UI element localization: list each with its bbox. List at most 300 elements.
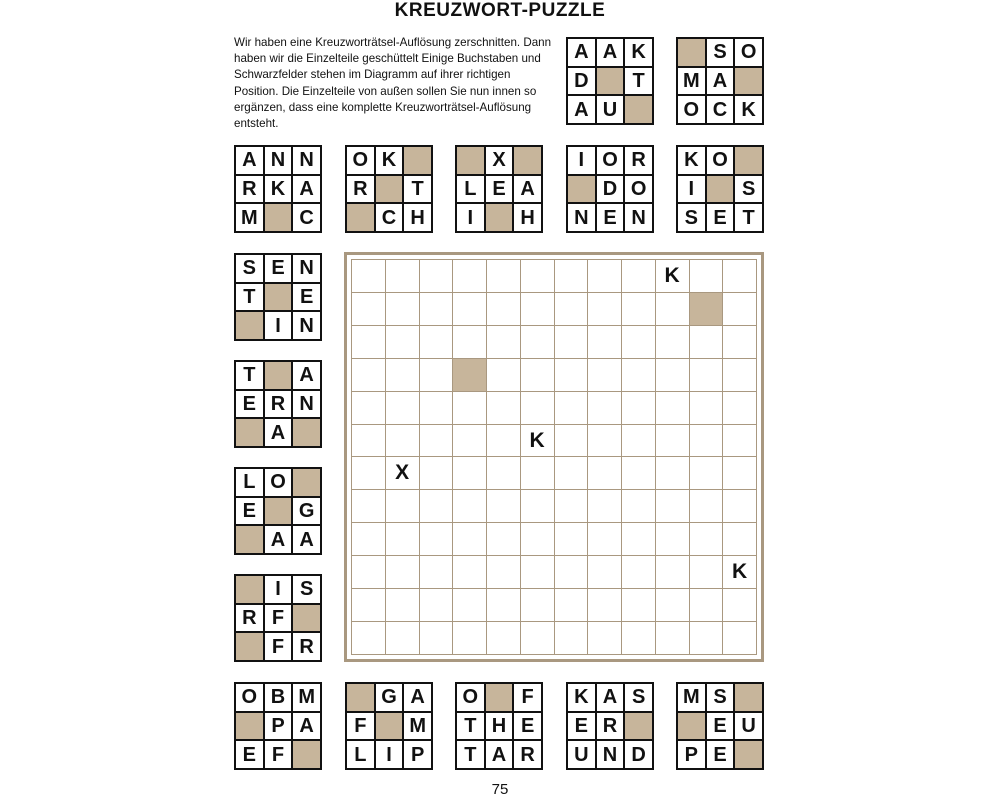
board-cell[interactable]	[420, 392, 453, 424]
board-cell[interactable]	[723, 589, 756, 621]
board-cell[interactable]	[453, 260, 486, 292]
board-cell[interactable]	[656, 523, 689, 555]
piece-letter: M	[236, 204, 263, 231]
piece-letter: G	[376, 684, 403, 711]
board-cell[interactable]	[690, 490, 723, 522]
piece-letter: D	[597, 176, 624, 203]
black-field	[236, 713, 263, 740]
piece-letter: P	[678, 741, 705, 768]
board-cell[interactable]	[588, 359, 621, 391]
piece-letter: N	[293, 391, 320, 418]
piece-letter: N	[293, 255, 320, 282]
board-cell[interactable]	[723, 490, 756, 522]
piece-letter: F	[347, 713, 374, 740]
piece-letter: O	[457, 684, 484, 711]
piece-letter: E	[514, 713, 541, 740]
board-cell[interactable]	[622, 326, 655, 358]
board-cell[interactable]	[487, 589, 520, 621]
board-cell[interactable]	[588, 589, 621, 621]
piece-letter: G	[293, 498, 320, 525]
piece-letter: A	[265, 419, 292, 446]
piece-letter: A	[597, 39, 624, 66]
board-cell[interactable]	[386, 622, 419, 654]
piece-letter: E	[707, 713, 734, 740]
board-cell[interactable]	[555, 392, 588, 424]
board-cell[interactable]	[588, 523, 621, 555]
piece-letter: L	[457, 176, 484, 203]
black-field	[678, 713, 705, 740]
board-cell[interactable]	[386, 392, 419, 424]
puzzle-piece-2[interactable]	[676, 37, 764, 125]
board-cell[interactable]	[723, 457, 756, 489]
board-cell[interactable]	[420, 589, 453, 621]
board-cell[interactable]	[352, 293, 385, 325]
board-cell[interactable]	[555, 556, 588, 588]
board-cell[interactable]: K	[656, 260, 689, 292]
board-cell[interactable]	[588, 556, 621, 588]
board-cell[interactable]	[352, 457, 385, 489]
board-cell[interactable]	[656, 457, 689, 489]
board-cell[interactable]	[453, 392, 486, 424]
board-cell[interactable]	[420, 622, 453, 654]
board-cell[interactable]	[690, 523, 723, 555]
board-cell[interactable]	[453, 425, 486, 457]
black-field	[236, 526, 263, 553]
board-cell[interactable]: X	[386, 457, 419, 489]
puzzle-piece-1[interactable]	[566, 37, 654, 125]
page-title: KREUZWORT-PUZZLE	[394, 0, 606, 21]
puzzle-piece-11[interactable]	[234, 574, 322, 662]
puzzle-piece-14[interactable]	[455, 682, 543, 770]
crossword-board	[351, 259, 757, 655]
board-cell[interactable]	[386, 589, 419, 621]
piece-letter: L	[347, 741, 374, 768]
board-cell[interactable]: K	[723, 556, 756, 588]
board-cell[interactable]	[588, 260, 621, 292]
board-cell[interactable]: K	[521, 425, 554, 457]
board-cell[interactable]	[588, 490, 621, 522]
piece-letter: I	[457, 204, 484, 231]
black-field	[265, 284, 292, 311]
piece-letter: R	[265, 391, 292, 418]
piece-letter: E	[236, 741, 263, 768]
puzzle-piece-15[interactable]	[566, 682, 654, 770]
piece-letter: F	[514, 684, 541, 711]
board-black-field[interactable]	[690, 293, 723, 325]
board-cell[interactable]	[622, 293, 655, 325]
piece-letter: A	[568, 39, 595, 66]
instructions-text: Wir haben eine Kreuzworträtsel-Auflösung zerschnitten. Dann haben wir die Einzelteile geschüttelt Einige Buchstaben und Schwarzfelder stehen im Diagramm auf ihrer richtigen Position. Die Einzelteile von außen sollen Sie nun innen so ergänzen, dass eine komplette Kreuzworträtsel-Auflösung entsteht.	[234, 36, 552, 131]
board-cell[interactable]	[453, 457, 486, 489]
board-cell[interactable]	[622, 425, 655, 457]
piece-letter: B	[265, 684, 292, 711]
piece-letter: T	[236, 362, 263, 389]
piece-letter: T	[625, 68, 652, 95]
board-cell[interactable]	[588, 326, 621, 358]
board-cell[interactable]	[555, 622, 588, 654]
board-cell[interactable]	[723, 293, 756, 325]
piece-letter: O	[707, 147, 734, 174]
piece-letter: X	[486, 147, 513, 174]
piece-letter: F	[265, 741, 292, 768]
board-cell[interactable]	[352, 622, 385, 654]
board-cell[interactable]	[690, 260, 723, 292]
piece-letter: F	[265, 605, 292, 632]
black-field	[293, 419, 320, 446]
piece-letter: A	[236, 147, 263, 174]
board-cell[interactable]	[487, 392, 520, 424]
puzzle-piece-7[interactable]	[676, 145, 764, 233]
board-cell[interactable]	[386, 490, 419, 522]
board-cell[interactable]	[453, 490, 486, 522]
piece-letter: U	[735, 713, 762, 740]
board-cell[interactable]	[588, 425, 621, 457]
piece-letter: O	[735, 39, 762, 66]
board-cell[interactable]	[453, 556, 486, 588]
piece-letter: T	[457, 713, 484, 740]
board-cell[interactable]	[690, 425, 723, 457]
piece-letter: M	[404, 713, 431, 740]
piece-letter: R	[236, 176, 263, 203]
board-cell[interactable]	[352, 326, 385, 358]
board-black-field[interactable]	[453, 359, 486, 391]
board-cell[interactable]	[656, 589, 689, 621]
black-field	[236, 312, 263, 339]
black-field	[597, 68, 624, 95]
piece-letter: E	[486, 176, 513, 203]
board-cell[interactable]	[622, 457, 655, 489]
piece-letter: M	[678, 684, 705, 711]
board-cell[interactable]	[487, 622, 520, 654]
board-cell[interactable]	[420, 457, 453, 489]
board-cell[interactable]	[690, 457, 723, 489]
board-cell[interactable]	[386, 523, 419, 555]
board-cell[interactable]	[420, 425, 453, 457]
black-field	[678, 39, 705, 66]
board-cell[interactable]	[420, 523, 453, 555]
piece-letter: H	[514, 204, 541, 231]
board-cell[interactable]	[588, 293, 621, 325]
piece-letter: S	[707, 39, 734, 66]
board-cell[interactable]	[453, 326, 486, 358]
black-field	[568, 176, 595, 203]
board-cell[interactable]	[487, 260, 520, 292]
black-field	[236, 419, 263, 446]
piece-letter: R	[236, 605, 263, 632]
piece-letter: N	[597, 741, 624, 768]
board-cell[interactable]	[555, 293, 588, 325]
board-cell[interactable]	[352, 589, 385, 621]
puzzle-piece-9[interactable]	[234, 360, 322, 448]
piece-letter: O	[625, 176, 652, 203]
black-field	[236, 576, 263, 603]
piece-letter: C	[707, 96, 734, 123]
piece-letter: T	[457, 741, 484, 768]
board-cell[interactable]	[690, 326, 723, 358]
board-cell[interactable]	[690, 556, 723, 588]
crossword-board-frame	[344, 252, 764, 662]
black-field	[735, 741, 762, 768]
black-field	[347, 204, 374, 231]
board-cell[interactable]	[386, 326, 419, 358]
board-cell[interactable]	[352, 359, 385, 391]
board-cell[interactable]	[521, 589, 554, 621]
puzzle-piece-8[interactable]	[234, 253, 322, 341]
board-cell[interactable]	[622, 622, 655, 654]
piece-letter: A	[514, 176, 541, 203]
board-cell[interactable]	[555, 523, 588, 555]
piece-letter: K	[265, 176, 292, 203]
black-field	[265, 498, 292, 525]
board-cell[interactable]	[420, 556, 453, 588]
board-cell[interactable]	[723, 392, 756, 424]
board-cell[interactable]	[487, 457, 520, 489]
board-cell[interactable]	[622, 260, 655, 292]
piece-letter: E	[707, 204, 734, 231]
board-cell[interactable]	[555, 490, 588, 522]
puzzle-piece-5[interactable]	[455, 145, 543, 233]
puzzle-piece-13[interactable]	[345, 682, 433, 770]
piece-letter: P	[404, 741, 431, 768]
piece-letter: N	[568, 204, 595, 231]
board-cell[interactable]	[521, 326, 554, 358]
board-cell[interactable]	[588, 392, 621, 424]
board-cell[interactable]	[487, 326, 520, 358]
piece-letter: H	[404, 204, 431, 231]
board-cell[interactable]	[622, 392, 655, 424]
board-cell[interactable]	[656, 392, 689, 424]
piece-letter: I	[376, 741, 403, 768]
piece-letter: S	[707, 684, 734, 711]
board-cell[interactable]	[555, 425, 588, 457]
piece-letter: P	[265, 713, 292, 740]
board-cell[interactable]	[555, 457, 588, 489]
board-cell[interactable]	[723, 425, 756, 457]
board-cell[interactable]	[521, 523, 554, 555]
board-cell[interactable]	[690, 392, 723, 424]
piece-letter: K	[376, 147, 403, 174]
piece-letter: S	[293, 576, 320, 603]
puzzle-piece-16[interactable]	[676, 682, 764, 770]
board-cell[interactable]	[521, 622, 554, 654]
board-cell[interactable]	[453, 523, 486, 555]
piece-letter: K	[625, 39, 652, 66]
piece-letter: O	[265, 469, 292, 496]
piece-letter: A	[597, 684, 624, 711]
piece-letter: A	[293, 362, 320, 389]
board-cell[interactable]	[723, 326, 756, 358]
board-cell[interactable]	[420, 326, 453, 358]
piece-letter: O	[597, 147, 624, 174]
board-cell[interactable]	[386, 260, 419, 292]
board-cell[interactable]	[453, 293, 486, 325]
board-cell[interactable]	[622, 523, 655, 555]
board-cell[interactable]	[723, 622, 756, 654]
piece-letter: K	[568, 684, 595, 711]
piece-letter: C	[293, 204, 320, 231]
board-cell[interactable]	[386, 556, 419, 588]
piece-letter: S	[625, 684, 652, 711]
black-field	[293, 605, 320, 632]
page-number: 75	[491, 781, 509, 798]
black-field	[514, 147, 541, 174]
piece-letter: R	[514, 741, 541, 768]
black-field	[376, 713, 403, 740]
piece-letter: U	[597, 96, 624, 123]
board-cell[interactable]	[386, 293, 419, 325]
piece-letter: I	[265, 576, 292, 603]
board-cell[interactable]	[656, 622, 689, 654]
black-field	[625, 96, 652, 123]
piece-letter: A	[486, 741, 513, 768]
board-cell[interactable]	[656, 326, 689, 358]
piece-letter: E	[236, 498, 263, 525]
board-cell[interactable]	[555, 359, 588, 391]
piece-letter: R	[625, 147, 652, 174]
board-cell[interactable]	[622, 556, 655, 588]
board-cell[interactable]	[352, 392, 385, 424]
board-cell[interactable]	[521, 260, 554, 292]
piece-letter: F	[265, 633, 292, 660]
board-cell[interactable]	[723, 260, 756, 292]
piece-letter: M	[678, 68, 705, 95]
piece-letter: H	[486, 713, 513, 740]
board-cell[interactable]	[690, 589, 723, 621]
board-cell[interactable]	[588, 457, 621, 489]
piece-letter: N	[625, 204, 652, 231]
black-field	[625, 713, 652, 740]
black-field	[735, 68, 762, 95]
board-cell[interactable]	[352, 556, 385, 588]
black-field	[404, 147, 431, 174]
board-cell[interactable]	[420, 490, 453, 522]
board-cell[interactable]	[487, 359, 520, 391]
black-field	[236, 633, 263, 660]
board-cell[interactable]	[656, 425, 689, 457]
board-cell[interactable]	[521, 293, 554, 325]
board-cell[interactable]	[352, 523, 385, 555]
piece-letter: R	[347, 176, 374, 203]
board-cell[interactable]	[420, 359, 453, 391]
board-cell[interactable]	[622, 490, 655, 522]
board-cell[interactable]	[555, 260, 588, 292]
piece-letter: U	[568, 741, 595, 768]
board-cell[interactable]	[487, 293, 520, 325]
board-cell[interactable]	[690, 622, 723, 654]
board-cell[interactable]	[690, 359, 723, 391]
board-cell[interactable]	[352, 260, 385, 292]
board-cell[interactable]	[521, 556, 554, 588]
puzzle-piece-4[interactable]	[345, 145, 433, 233]
piece-letter: E	[236, 391, 263, 418]
black-field	[347, 684, 374, 711]
piece-letter: E	[293, 284, 320, 311]
board-cell[interactable]	[521, 490, 554, 522]
piece-letter: K	[735, 96, 762, 123]
board-cell[interactable]	[352, 490, 385, 522]
piece-letter: A	[707, 68, 734, 95]
board-cell[interactable]	[555, 589, 588, 621]
piece-letter: E	[707, 741, 734, 768]
puzzle-piece-10[interactable]	[234, 467, 322, 555]
piece-letter: I	[678, 176, 705, 203]
board-cell[interactable]	[521, 359, 554, 391]
board-cell[interactable]	[555, 326, 588, 358]
board-cell[interactable]	[656, 490, 689, 522]
piece-letter: T	[735, 204, 762, 231]
board-cell[interactable]	[487, 523, 520, 555]
piece-letter: E	[265, 255, 292, 282]
black-field	[265, 204, 292, 231]
board-cell[interactable]	[521, 457, 554, 489]
board-cell[interactable]	[487, 490, 520, 522]
piece-letter: S	[735, 176, 762, 203]
board-cell[interactable]	[521, 392, 554, 424]
black-field	[707, 176, 734, 203]
board-cell[interactable]	[622, 589, 655, 621]
piece-letter: K	[678, 147, 705, 174]
board-cell[interactable]	[723, 523, 756, 555]
piece-letter: I	[265, 312, 292, 339]
piece-letter: E	[568, 713, 595, 740]
black-field	[735, 147, 762, 174]
piece-letter: C	[376, 204, 403, 231]
piece-letter: O	[678, 96, 705, 123]
piece-letter: L	[236, 469, 263, 496]
board-cell[interactable]	[487, 556, 520, 588]
board-cell[interactable]	[453, 622, 486, 654]
board-cell[interactable]	[588, 622, 621, 654]
black-field	[293, 469, 320, 496]
black-field	[376, 176, 403, 203]
piece-letter: T	[404, 176, 431, 203]
board-cell[interactable]	[487, 425, 520, 457]
piece-letter: N	[293, 147, 320, 174]
board-cell[interactable]	[420, 260, 453, 292]
board-cell[interactable]	[386, 425, 419, 457]
piece-letter: D	[625, 741, 652, 768]
black-field	[486, 684, 513, 711]
board-cell[interactable]	[622, 359, 655, 391]
board-cell[interactable]	[656, 556, 689, 588]
piece-letter: R	[597, 713, 624, 740]
board-cell[interactable]	[420, 293, 453, 325]
piece-letter: D	[568, 68, 595, 95]
black-field	[486, 204, 513, 231]
board-cell[interactable]	[453, 589, 486, 621]
piece-letter: A	[293, 713, 320, 740]
piece-letter: A	[404, 684, 431, 711]
piece-letter: M	[293, 684, 320, 711]
puzzle-piece-3[interactable]	[234, 145, 322, 233]
board-cell[interactable]	[352, 425, 385, 457]
black-field	[457, 147, 484, 174]
black-field	[735, 684, 762, 711]
board-cell[interactable]	[656, 293, 689, 325]
board-cell[interactable]	[386, 359, 419, 391]
puzzle-piece-12[interactable]	[234, 682, 322, 770]
board-cell[interactable]	[656, 359, 689, 391]
piece-letter: S	[678, 204, 705, 231]
piece-letter: N	[265, 147, 292, 174]
black-field	[293, 741, 320, 768]
piece-letter: A	[568, 96, 595, 123]
piece-letter: R	[293, 633, 320, 660]
puzzle-piece-6[interactable]	[566, 145, 654, 233]
black-field	[265, 362, 292, 389]
piece-letter: N	[293, 312, 320, 339]
board-cell[interactable]	[723, 359, 756, 391]
